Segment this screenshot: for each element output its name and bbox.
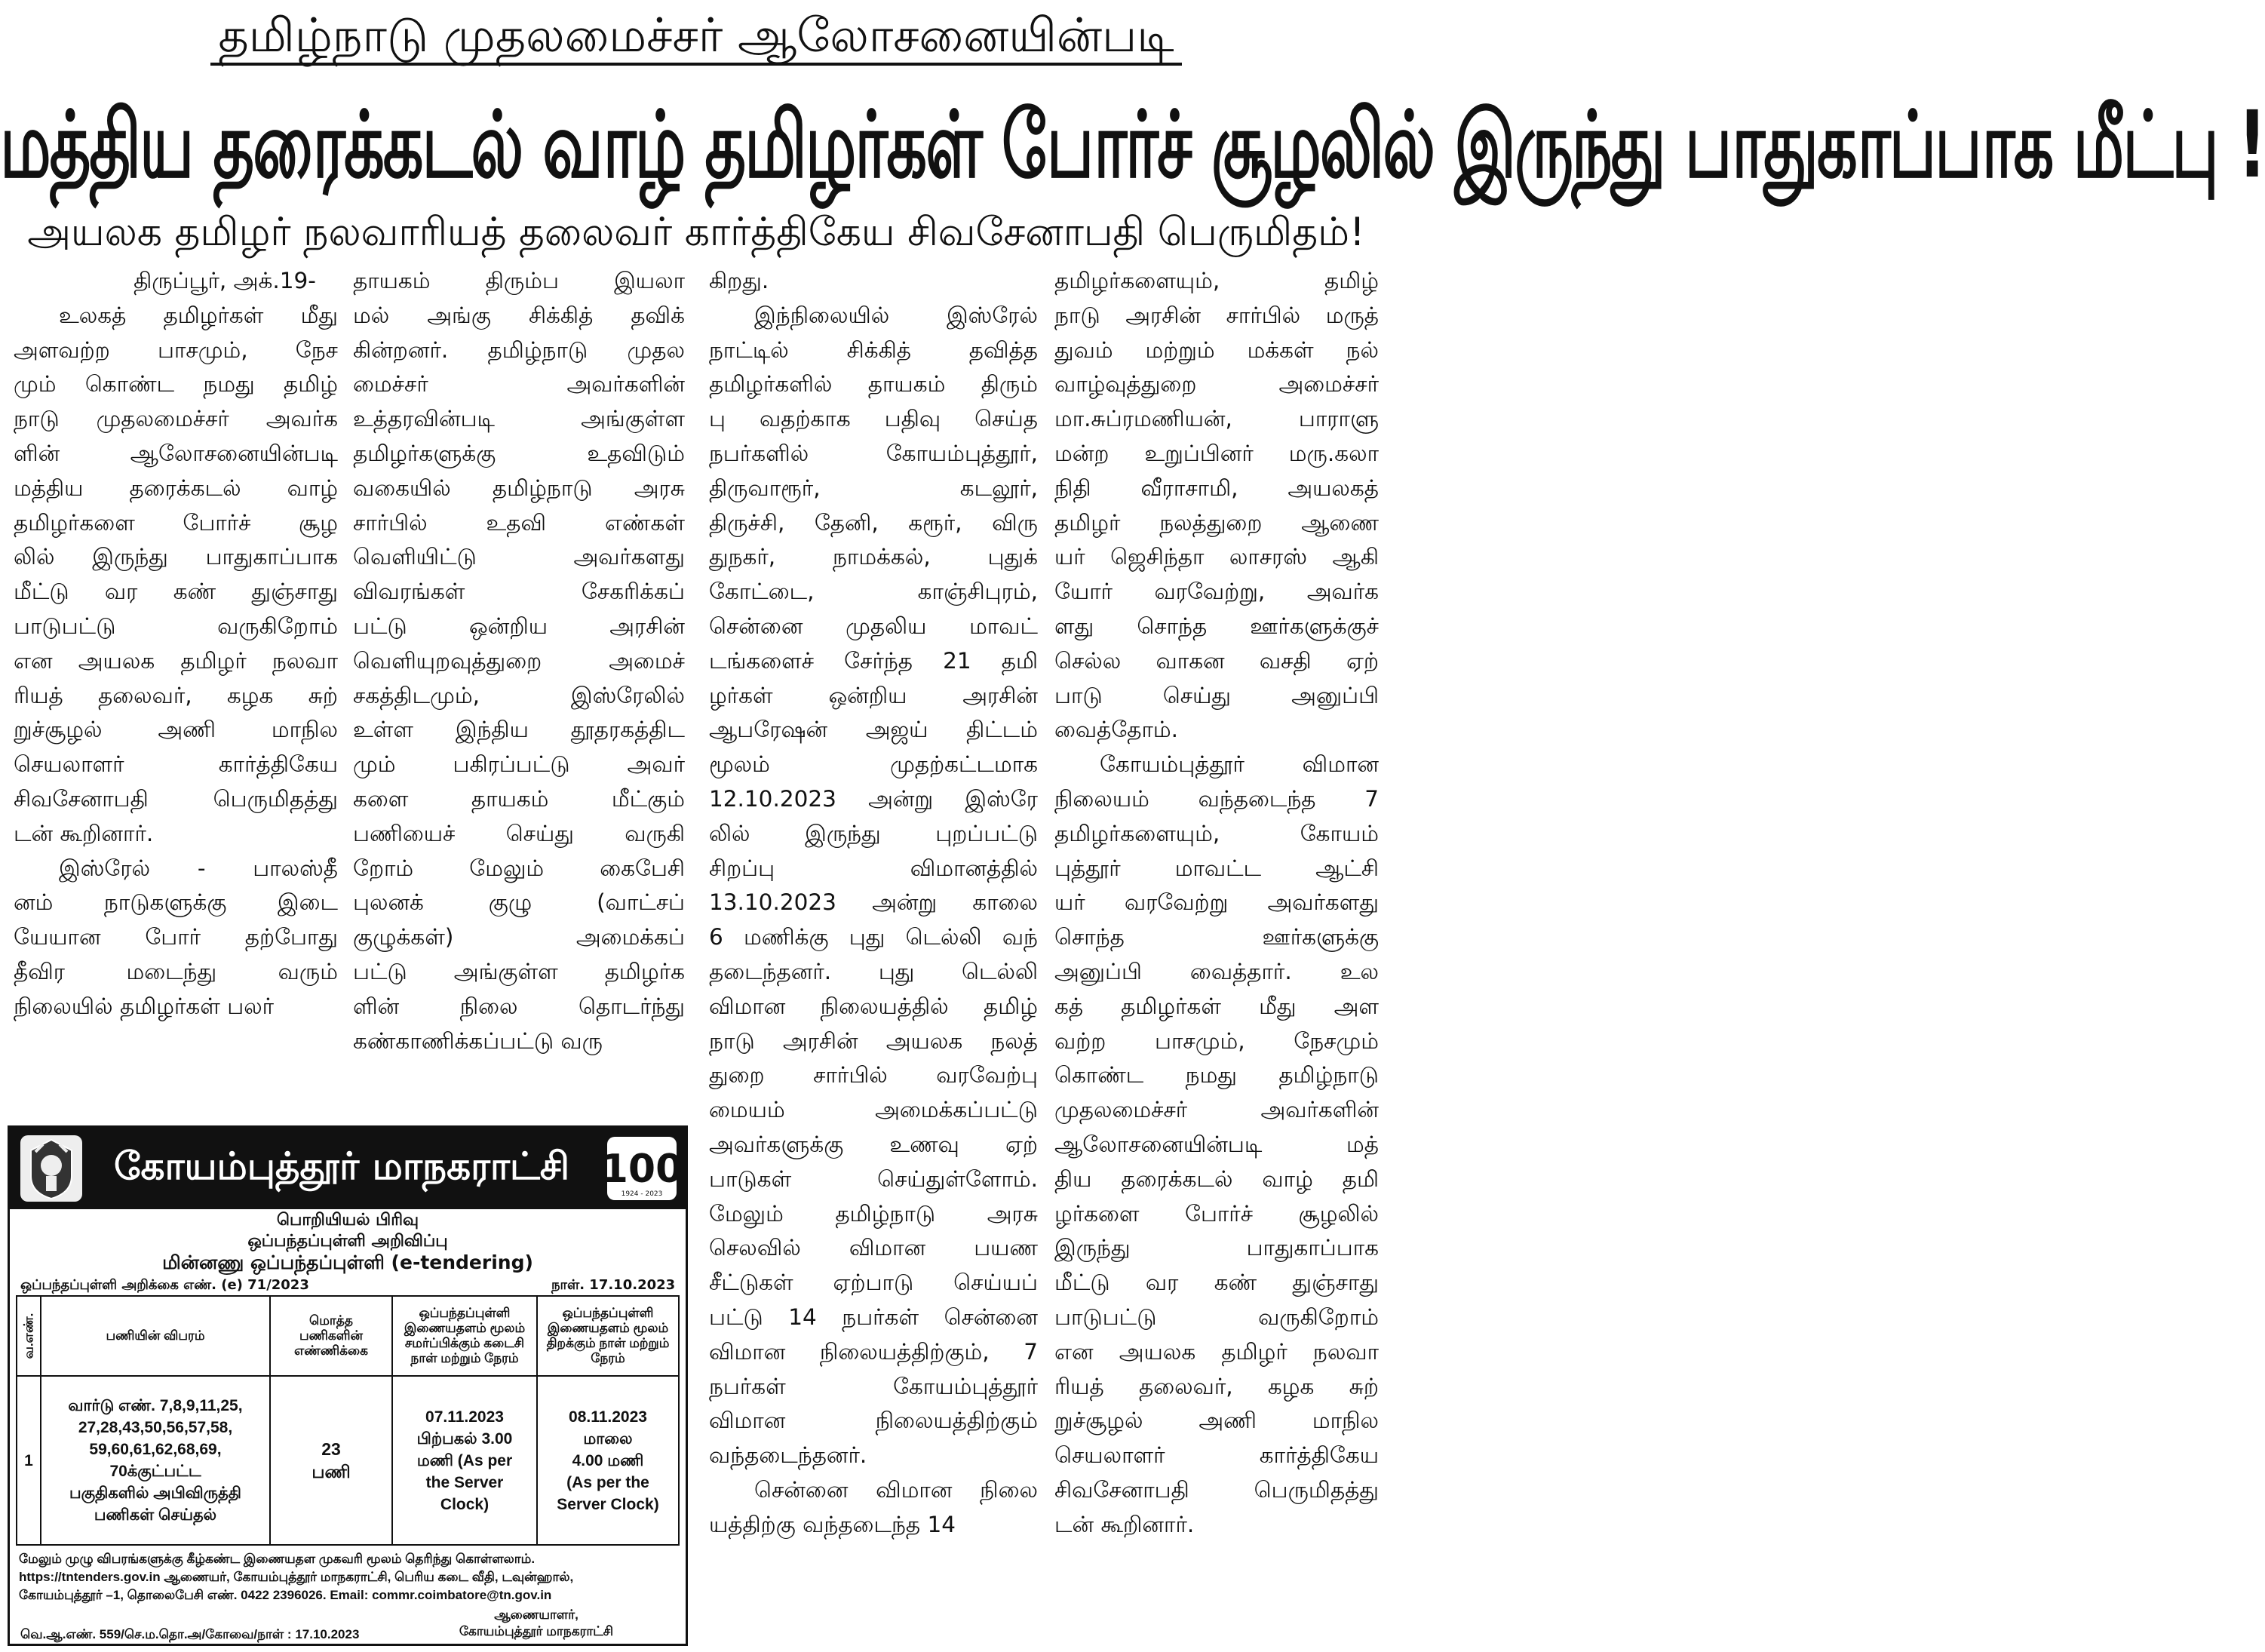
article-line: வெளியுறவுத்துறை அமைச் — [353, 647, 685, 674]
article-line: யேயான போர் தற்போது — [14, 924, 338, 950]
centenary-logo-years: 1924 - 2023 — [621, 1190, 663, 1198]
open-line: மாலை — [583, 1429, 633, 1448]
article-line: நாடு அரசின் சார்பில் மருத் — [1054, 302, 1379, 328]
article-line: கோயம்புத்தூர் விமான — [1100, 751, 1379, 778]
article-line: உலகத் தமிழர்கள் மீது — [59, 302, 338, 328]
article-line: றோம் மேலும் கைபேசி — [353, 855, 685, 881]
centenary-logo-number: 100 — [600, 1147, 683, 1192]
article-line: டங்களைச் சேர்ந்த 21 தமி — [709, 647, 1038, 674]
headline-main: மத்திய தரைக்கடல் வாழ் தமிழர்கள் போர்ச் சூழலில் இருந்து பாதுகாப்பாக மீட்பு ! — [0, 91, 2265, 199]
table-header-submit: ஒப்பந்தப்புள்ளி இணையதளம் மூலம் சமர்ப்பிக்கும் கடைசி நாள் மற்றும் நேரம் — [404, 1306, 526, 1365]
count-line: 23 — [321, 1439, 341, 1459]
article-line: முதலமைச்சர் அவர்களின் — [1054, 1097, 1379, 1123]
article-line: தமிழர்களுக்கு உதவிடும் — [353, 440, 685, 466]
article-line: மா.சுப்ரமணியன், பாராளு — [1054, 406, 1379, 432]
article-column-1 — [14, 264, 338, 1024]
article-line: செயலாளர் கார்த்திகேய — [14, 751, 338, 778]
submit-line: the Server — [425, 1473, 504, 1491]
tender-footer — [19, 1550, 683, 1604]
article-line: திய தரைக்கடல் வாழ் தமி — [1054, 1165, 1379, 1192]
tender-reference: வெ.ஆ.எண். 559/செ.ம.தொ.அ/கோவை/நாள் : 17.10.2023 — [20, 1627, 360, 1641]
table-header-work: பணியின் விபரம் — [106, 1328, 205, 1343]
article-line: லில் இருந்து பாதுகாப்பாக — [14, 544, 338, 570]
table-cell-count — [271, 1377, 391, 1544]
article-line: நிலையம் வந்தடைந்த 7 — [1054, 785, 1379, 812]
article-line: செல்ல வாகன வசதி ஏற் — [1054, 647, 1379, 674]
article-line: என அயலக தமிழர் நலவா — [1054, 1338, 1379, 1365]
article-line: ழர்கள் ஒன்றிய அரசின் — [709, 682, 1038, 708]
article-line: மன்ற உறுப்பினர் மரு.கலா — [1054, 440, 1379, 466]
article-line: அவர்களுக்கு உணவு ஏற் — [709, 1131, 1038, 1157]
tender-header-bar — [10, 1128, 686, 1209]
article-line: மத்திய தரைக்கடல் வாழ் — [14, 474, 338, 501]
table-header-sno: வ.எண். — [21, 1313, 35, 1359]
tender-table — [16, 1295, 680, 1546]
tender-advertisement — [8, 1125, 688, 1646]
article-column-3 — [709, 264, 1038, 1542]
article-column-4 — [1054, 264, 1379, 1542]
article-line: றுச்சூழல் அணி மாநில — [14, 717, 338, 743]
article-line: சென்னை விமான நிலை — [754, 1476, 1038, 1503]
article-line: துறை சார்பில் வரவேற்பு — [709, 1062, 1038, 1089]
open-line: Server Clock) — [557, 1495, 659, 1513]
article-line: றுச்சூழல் அணி மாநில — [1054, 1408, 1379, 1434]
article-line: மைச்சர் அவர்களின் — [353, 371, 685, 398]
submit-line: மணி (As per — [416, 1451, 513, 1469]
article-line: வைத்தோம். — [1054, 717, 1179, 743]
article-line: திருப்பூர், அக்.19- — [134, 268, 316, 293]
article-line: வற்ற பாசமும், நேசமும் — [1054, 1027, 1379, 1054]
article-line: களை தாயகம் மீட்கும் — [353, 785, 685, 812]
article-line: நாடு அரசின் அயலக நலத் — [709, 1027, 1038, 1054]
article-line: பணியைச் செய்து வருகி — [353, 820, 685, 846]
article-line: சென்னை முதலிய மாவட் — [709, 613, 1038, 639]
table-cell-sno: 1 — [24, 1451, 33, 1469]
work-line: வார்டு எண். 7,8,9,11,25, — [68, 1397, 243, 1414]
work-line: பகுதிகளில் அபிவிருத்தி — [69, 1485, 242, 1502]
article-line: பட்டு அங்குள்ள தமிழர்க — [353, 958, 685, 984]
article-line: மல் அங்கு சிக்கித் தவிக் — [353, 302, 685, 328]
article-line: 12.10.2023 அன்று இஸ்ரே — [709, 785, 1038, 812]
article-line: தீவிர மடைந்து வரும் — [14, 958, 338, 984]
article-line: ளது சொந்த ஊர்களுக்குச் — [1054, 613, 1379, 639]
footer-line: மேலும் முழு விபரங்களுக்கு கீழ்கண்ட இணையதள முகவரி மூலம் தெரிந்து கொள்ளலாம். — [19, 1552, 536, 1566]
work-line: 70க்குட்பட்ட — [109, 1463, 201, 1480]
tender-dept: பொறியியல் பிரிவு — [276, 1211, 419, 1230]
footer-line: கோயம்புத்தூர் –1, தொலைபேசி எண். 0422 2396026. Email: commr.coimbatore@tn.gov.in — [19, 1588, 552, 1602]
article-line: என அயலக தமிழர் நலவா — [14, 647, 338, 674]
article-line: நிதி வீராசாமி, அயலகத் — [1054, 474, 1379, 501]
work-line: 59,60,61,62,68,69, — [89, 1441, 222, 1458]
article-line: சகத்திடமும், இஸ்ரேலில் — [353, 682, 685, 708]
signatory-line: கோயம்புத்தூர் மாநகராட்சி — [459, 1624, 614, 1638]
article-line: பாடுகள் செய்துள்ளோம். — [709, 1165, 1038, 1192]
article-line: சொந்த ஊர்களுக்கு — [1054, 924, 1379, 950]
open-line: 4.00 மணி — [572, 1451, 644, 1469]
article-line: மையம் அமைக்கப்பட்டு — [709, 1097, 1038, 1123]
article-line: ரியத் தலைவர், கழக சுற் — [1054, 1373, 1379, 1399]
article-line: செலவில் விமான பயண — [709, 1235, 1038, 1261]
article-line: தமிழர்களை போர்ச் சூழ — [14, 509, 338, 536]
table-cell-open — [538, 1377, 678, 1544]
article-line: நாட்டில் சிக்கித் தவித்த — [709, 336, 1038, 363]
article-line: மேலும் தமிழ்நாடு அரசு — [709, 1200, 1038, 1227]
article-line: ளின் நிலை தொடர்ந்து — [353, 993, 685, 1019]
tender-signatory — [438, 1607, 634, 1640]
article-line: தமிழர்களில் தாயகம் திரும் — [709, 371, 1038, 398]
article-line: வெளியிட்டு அவர்களது — [353, 544, 685, 570]
article-line: சீட்டுகள் ஏற்பாடு செய்யப் — [709, 1270, 1038, 1296]
open-line: (As per the — [566, 1473, 649, 1491]
article-line: சார்பில் உதவி எண்கள் — [353, 509, 685, 536]
work-line: பணிகள் செய்தல் — [94, 1506, 217, 1524]
article-line: பட்டு 14 நபர்கள் சென்னை — [709, 1303, 1038, 1330]
article-line: செயலாளர் கார்த்திகேய — [1054, 1442, 1379, 1469]
headline-sub: அயலக தமிழர் நலவாரியத் தலைவர் கார்த்திகேய சிவசேனாபதி பெருமிதம்! — [27, 210, 1365, 255]
article-line: துவம் மற்றும் மக்கள் நல் — [1054, 336, 1379, 363]
centenary-logo-icon — [600, 1135, 683, 1202]
article-line: தமிழர் நலத்துறை ஆணை — [1054, 509, 1379, 536]
article-line: தமிழர்களையும், கோயம் — [1054, 820, 1379, 846]
article-line: யத்திற்கு வந்தடைந்த 14 — [709, 1511, 956, 1537]
article-line: மீட்டு வர கண் துஞ்சாது — [14, 579, 338, 605]
article-line: புலனக் குழு (வாட்சப் — [353, 889, 685, 916]
article-line: புத்தூர் மாவட்ட ஆட்சி — [1054, 855, 1379, 881]
article-line: கிறது. — [709, 268, 769, 293]
footer-line: https://tntenders.gov.in ஆணையர், கோயம்புத்தூர் மாநகராட்சி, பெரிய கடை வீதி, டவுன்ஹால், — [19, 1570, 574, 1584]
table-header-open: ஒப்பந்தப்புள்ளி இணையதளம் மூலம் திறக்கும் நாள் மற்றும் நேரம் — [546, 1306, 670, 1365]
table-cell-submit — [393, 1377, 536, 1544]
article-line: யோர் வரவேற்று, அவர்க — [1054, 579, 1379, 605]
tender-notice-title: ஒப்பந்தப்புள்ளி அறிவிப்பு — [247, 1232, 448, 1251]
article-line: யர் ஜெசிந்தா லாசரஸ் ஆகி — [1054, 544, 1379, 570]
corporation-emblem-icon — [19, 1134, 84, 1203]
article-line: பாடுபட்டு வருகிறோம் — [14, 613, 338, 639]
article-line: கொண்ட நமது தமிழ்நாடு — [1054, 1062, 1379, 1089]
corporation-title: கோயம்புத்தூர் மாநகராட்சி — [113, 1144, 570, 1188]
headline-top-text: தமிழ்நாடு முதலமைச்சர் ஆலோசனையின்படி — [210, 8, 1181, 66]
article-line: கோட்டை, காஞ்சிபுரம், — [709, 579, 1038, 605]
article-line: நாடு முதலமைச்சர் அவர்க — [14, 406, 338, 432]
article-line: இருந்து பாதுகாப்பாக — [1054, 1235, 1379, 1261]
article-line: அனுப்பி வைத்தார். உல — [1054, 958, 1379, 984]
submit-line: 07.11.2023 — [425, 1408, 504, 1426]
article-line: துநகர், நாமக்கல், புதுக் — [709, 544, 1038, 570]
article-line: யர் வரவேற்று அவர்களது — [1054, 889, 1379, 916]
open-line: 08.11.2023 — [569, 1408, 647, 1426]
tender-notice-date: நாள். 17.10.2023 — [551, 1277, 676, 1293]
article-line: லில் இருந்து புறப்பட்டு — [709, 820, 1038, 846]
tender-etendering: மின்னணு ஒப்பந்தப்புள்ளி (e-tendering) — [162, 1251, 533, 1273]
article-line: மூலம் முதற்கட்டமாக — [709, 751, 1038, 778]
article-line: னம் நாடுகளுக்கு இடை — [14, 889, 338, 916]
article-line: விமான நிலையத்திற்கும் — [709, 1408, 1038, 1434]
article-line: விமான நிலையத்திற்கும், 7 — [709, 1338, 1038, 1365]
article-line: விமான நிலையத்தில் தமிழ் — [709, 993, 1038, 1019]
article-line: தமிழர்களையும், தமிழ் — [1054, 268, 1379, 293]
article-line: உத்தரவின்படி அங்குள்ள — [353, 406, 685, 432]
article-line: ளின் ஆலோசனையின்படி — [14, 440, 338, 466]
article-line: பாடுபட்டு வருகிறோம் — [1054, 1303, 1379, 1330]
article-line: தடைந்தனர். புது டெல்லி — [709, 958, 1038, 984]
article-line: நபர்கள் கோயம்புத்தூர் — [709, 1373, 1038, 1399]
article-line: விவரங்கள் சேகரிக்கப் — [353, 579, 685, 605]
tender-notice-number: ஒப்பந்தப்புள்ளி அறிக்கை எண். (e) 71/2023 — [20, 1277, 309, 1293]
article-column-2 — [353, 264, 685, 1058]
article-line: உள்ள இந்திய தூதரகத்திட — [353, 717, 685, 743]
article-line: வந்தடைந்தனர். — [709, 1442, 867, 1469]
article-line: ஆலோசனையின்படி மத் — [1054, 1131, 1379, 1157]
article-line: இஸ்ரேல் - பாலஸ்தீ — [59, 855, 338, 881]
article-line: சிவசேனாபதி பெருமிதத்து — [1054, 1476, 1379, 1503]
article-line: நிலையில் தமிழர்கள் பலர் — [14, 993, 275, 1019]
submit-line: Clock) — [440, 1495, 490, 1513]
article-line: ழர்களை போர்ச் சூழலில் — [1054, 1200, 1379, 1227]
article-line: வகையில் தமிழ்நாடு அரசு — [353, 474, 685, 501]
article-line: கண்காணிக்கப்பட்டு வரு — [353, 1027, 603, 1054]
article-line: கத் தமிழர்கள் மீது அள — [1054, 993, 1379, 1019]
article-line: திருவாரூர், கடலூர், — [709, 474, 1038, 501]
article-line: 13.10.2023 அன்று காலை — [709, 889, 1038, 916]
article-line: திருச்சி, தேனி, கரூர், விரு — [709, 509, 1038, 536]
article-line: டன் கூறினார். — [1054, 1511, 1195, 1537]
article-line: வாழ்வுத்துறை அமைச்சர் — [1054, 371, 1379, 398]
article-line: பு வதற்காக பதிவு செய்த — [709, 406, 1038, 432]
article-line: ரியத் தலைவர், கழக சுற் — [14, 682, 338, 708]
work-line: 27,28,43,50,56,57,58, — [78, 1419, 233, 1436]
article-line: இந்நிலையில் இஸ்ரேல் — [754, 302, 1038, 328]
article-line: சிறப்பு விமானத்தில் — [709, 855, 1038, 881]
signatory-line: ஆணையாளர், — [494, 1607, 579, 1622]
article-line: பாடு செய்து அனுப்பி — [1054, 682, 1379, 708]
article-line: பட்டு ஒன்றிய அரசின் — [353, 613, 685, 639]
article-line: குழுக்கள்) அமைக்கப் — [353, 924, 685, 950]
article-line: ஆபரேஷன் அஜய் திட்டம் — [709, 717, 1038, 743]
article-line: நபர்களில் கோயம்புத்தூர், — [709, 440, 1038, 466]
article-line: மீட்டு வர கண் துஞ்சாது — [1054, 1270, 1379, 1296]
table-header-count: மொத்த பணிகளின் எண்ணிக்கை — [293, 1313, 368, 1358]
count-line: பணி — [312, 1462, 351, 1482]
submit-line: பிற்பகல் 3.00 — [416, 1429, 513, 1448]
article-line: 6 மணிக்கு புது டெல்லி வந் — [709, 924, 1038, 950]
article-line: மும் கொண்ட நமது தமிழ் — [14, 371, 338, 398]
article-line: டன் கூறினார். — [14, 820, 154, 846]
table-cell-work — [41, 1377, 269, 1544]
article-line: கின்றனர். தமிழ்நாடு முதல — [353, 336, 685, 363]
article-line: அளவற்ற பாசமும், நேச — [14, 336, 338, 363]
article-line: மும் பகிரப்பட்டு அவர் — [353, 751, 685, 778]
article-line: தாயகம் திரும்ப இயலா — [353, 268, 685, 293]
article-line: சிவசேனாபதி பெருமிதத்து — [14, 785, 338, 812]
